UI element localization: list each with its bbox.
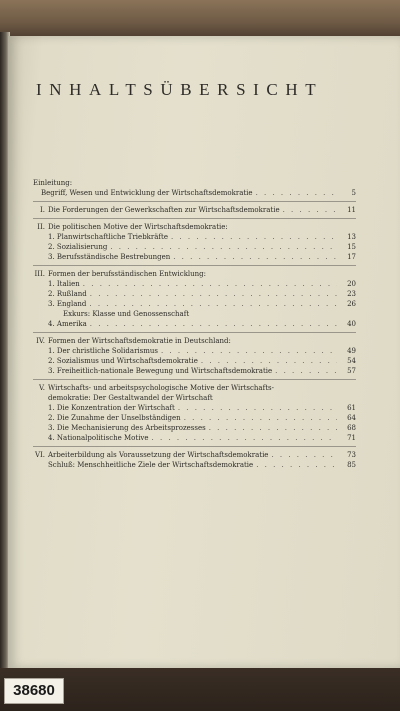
leader-dots [283,205,337,215]
leader-dots [83,279,337,289]
toc-excursus: Exkurs: Klasse und Genossenschaft [63,310,190,318]
leader-dots [209,423,337,433]
leader-dots [161,346,337,356]
toc-section-heading: V. Wirtschafts- und arbeitspsychologische Motive der Wirtschafts- [38,384,274,392]
toc-entry: Schluß: Menschheitliche Ziele der Wirtschaftsdemokratie . . . 85 [33,460,356,470]
toc-entry: 1. Planwirtschaftliche Triebkräfte . . . 13 [33,232,356,242]
toc-entry: 3. Freiheitlich-nationale Bewegung und Wirtschaftsdemokratie . . . 57 [33,366,356,376]
leader-dots [152,433,337,443]
toc-entry: VI. Arbeiterbildung als Voraussetzung der Wirtschaftsdemokratie . . . 73 [33,450,356,460]
leader-dots [171,232,337,242]
toc-section-heading: IV. Formen der Wirtschaftsdemokratie in Deutschland: [36,337,231,345]
leader-dots [173,252,337,262]
toc-entry: 3. Berufsständische Bestrebungen . . . 17 [33,252,356,262]
divider [33,265,356,266]
toc-entry: 3. Die Mechanisierung des Arbeitsprozesses . . . 68 [33,423,356,433]
toc-section-heading: II. Die politischen Motive der Wirtschaftsdemokratie: [37,223,228,231]
leader-dots [89,299,337,309]
leader-dots [275,366,337,376]
leader-dots [178,403,337,413]
divider [33,379,356,380]
inventory-sticker: 38680 [4,678,64,704]
toc-section-heading: III. Formen der berufsständischen Entwicklung: [34,270,207,278]
toc-entry: 2. Die Zunahme der Unselbständigen . . . 64 [33,413,356,423]
page-title: INHALTSÜBERSICHT [36,80,324,99]
toc-entry: Begriff, Wesen und Entwicklung der Wirtschaftsdemokratie . . . 5 [33,188,356,198]
toc-entry: I. Die Forderungen der Gewerkschaften zur Wirtschaftsdemokratie . . . 11 [33,205,356,215]
toc-entry: 1. Italien . . . 20 [33,279,356,289]
toc-entry: 2. Sozialisierung . . . 15 [33,242,356,252]
toc-section-heading-cont: demokratie: Der Gestaltwandel der Wirtschaft [48,394,213,402]
divider [33,332,356,333]
leader-dots [184,413,337,423]
table-surface-top [0,0,400,38]
divider [33,446,356,447]
toc-entry: 2. Sozialismus und Wirtschaftsdemokratie . . . 54 [33,356,356,366]
toc-entry: 1. Die Konzentration der Wirtschaft . . . 61 [33,403,356,413]
divider [33,218,356,219]
leader-dots [256,460,337,470]
toc-entry: 2. Rußland . . . 23 [33,289,356,299]
leader-dots [256,188,337,198]
table-of-contents [33,178,356,470]
toc-entry: 3. England . . . 26 [33,299,356,309]
leader-dots [201,356,337,366]
toc-entry: 1. Der christliche Solidarismus . . . 49 [33,346,356,356]
leader-dots [271,450,337,460]
toc-entry: 4. Amerika . . . 40 [33,319,356,329]
leader-dots [90,319,337,329]
divider [33,201,356,202]
toc-intro-heading: Einleitung: [33,179,73,187]
leader-dots [90,289,337,299]
leader-dots [110,242,337,252]
toc-entry: 4. Nationalpolitische Motive . . . 71 [33,433,356,443]
